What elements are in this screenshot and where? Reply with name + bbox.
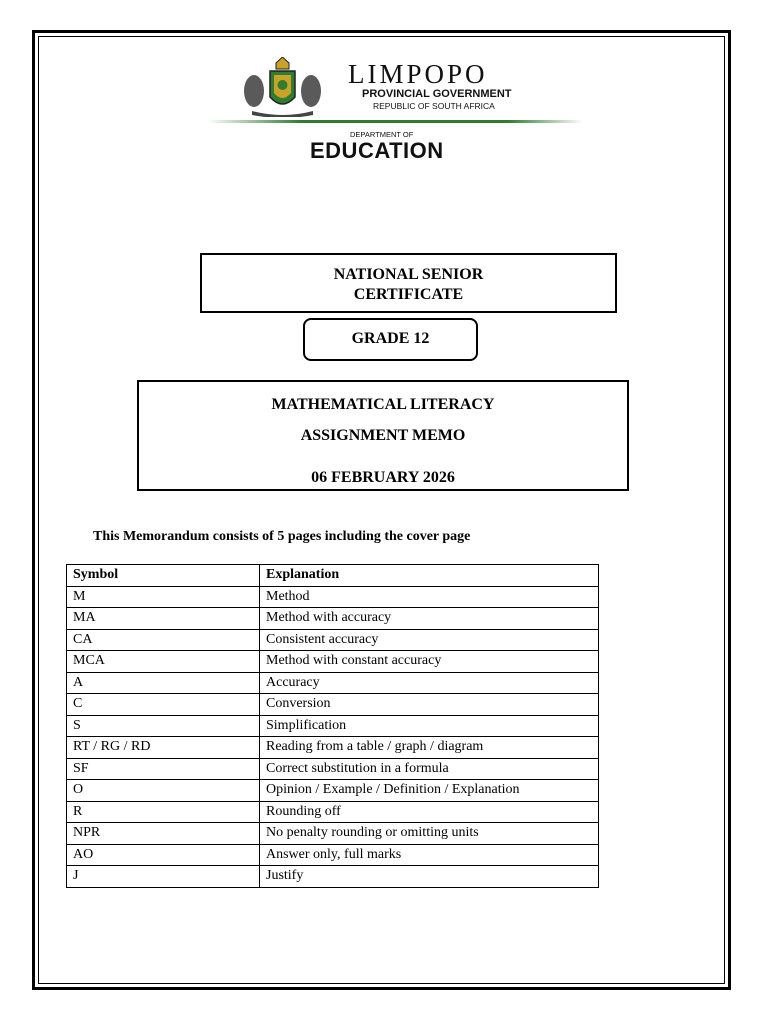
certificate-line1: NATIONAL SENIOR bbox=[333, 266, 484, 283]
column-header-explanation: Explanation bbox=[260, 565, 599, 587]
title-box bbox=[137, 380, 629, 491]
table-row bbox=[67, 801, 599, 823]
table-body bbox=[67, 586, 599, 887]
table-row bbox=[67, 780, 599, 802]
symbol-cell: RT / RG / RD bbox=[67, 737, 260, 759]
symbol-cell: AO bbox=[67, 844, 260, 866]
table-row bbox=[67, 651, 599, 673]
certificate-line2: CERTIFICATE bbox=[353, 286, 464, 303]
symbol-cell: R bbox=[67, 801, 260, 823]
symbol-cell: M bbox=[67, 586, 260, 608]
document-date: 06 FEBRUARY 2026 bbox=[311, 469, 455, 486]
explanation-cell: Simplification bbox=[260, 715, 599, 737]
marking-symbols-table bbox=[66, 564, 599, 888]
country-name: REPUBLIC OF SOUTH AFRICA bbox=[373, 101, 495, 111]
symbol-cell: SF bbox=[67, 758, 260, 780]
government-name: PROVINCIAL GOVERNMENT bbox=[362, 88, 512, 100]
symbol-cell: O bbox=[67, 780, 260, 802]
explanation-cell: No penalty rounding or omitting units bbox=[260, 823, 599, 845]
explanation-cell: Method with constant accuracy bbox=[260, 651, 599, 673]
symbol-cell: J bbox=[67, 866, 260, 888]
department-of-label: DEPARTMENT OF bbox=[350, 130, 414, 139]
explanation-cell: Opinion / Example / Definition / Explanation bbox=[260, 780, 599, 802]
column-header-symbol: Symbol bbox=[67, 565, 260, 587]
explanation-cell: Answer only, full marks bbox=[260, 844, 599, 866]
explanation-cell: Method bbox=[260, 586, 599, 608]
certificate-box bbox=[200, 253, 617, 313]
table-row bbox=[67, 629, 599, 651]
explanation-cell: Correct substitution in a formula bbox=[260, 758, 599, 780]
department-name: EDUCATION bbox=[310, 138, 444, 163]
symbol-cell: CA bbox=[67, 629, 260, 651]
table-row bbox=[67, 823, 599, 845]
explanation-cell: Accuracy bbox=[260, 672, 599, 694]
document-type: ASSIGNMENT MEMO bbox=[300, 427, 466, 444]
symbol-cell: MCA bbox=[67, 651, 260, 673]
explanation-cell: Method with accuracy bbox=[260, 608, 599, 630]
table-row bbox=[67, 844, 599, 866]
symbol-cell: A bbox=[67, 672, 260, 694]
logo-divider bbox=[207, 120, 583, 123]
limpopo-education-logo bbox=[205, 55, 585, 175]
explanation-cell: Reading from a table / graph / diagram bbox=[260, 737, 599, 759]
symbol-cell: MA bbox=[67, 608, 260, 630]
symbol-cell: S bbox=[67, 715, 260, 737]
table-row bbox=[67, 866, 599, 888]
coat-of-arms-icon bbox=[240, 57, 325, 117]
explanation-cell: Conversion bbox=[260, 694, 599, 716]
grade-box: GRADE 12 bbox=[303, 318, 478, 361]
table-row bbox=[67, 758, 599, 780]
explanation-cell: Rounding off bbox=[260, 801, 599, 823]
table-row bbox=[67, 737, 599, 759]
symbol-cell: C bbox=[67, 694, 260, 716]
memo-page-count-note: This Memorandum consists of 5 pages including the cover page bbox=[93, 529, 471, 544]
symbol-cell: NPR bbox=[67, 823, 260, 845]
subject-title: MATHEMATICAL LITERACY bbox=[271, 396, 495, 413]
table-row bbox=[67, 608, 599, 630]
table-header-row bbox=[67, 565, 599, 587]
province-name: LIMPOPO bbox=[348, 59, 488, 89]
explanation-cell: Consistent accuracy bbox=[260, 629, 599, 651]
table-row bbox=[67, 715, 599, 737]
table-row bbox=[67, 672, 599, 694]
table-row bbox=[67, 586, 599, 608]
table-row bbox=[67, 694, 599, 716]
explanation-cell: Justify bbox=[260, 866, 599, 888]
